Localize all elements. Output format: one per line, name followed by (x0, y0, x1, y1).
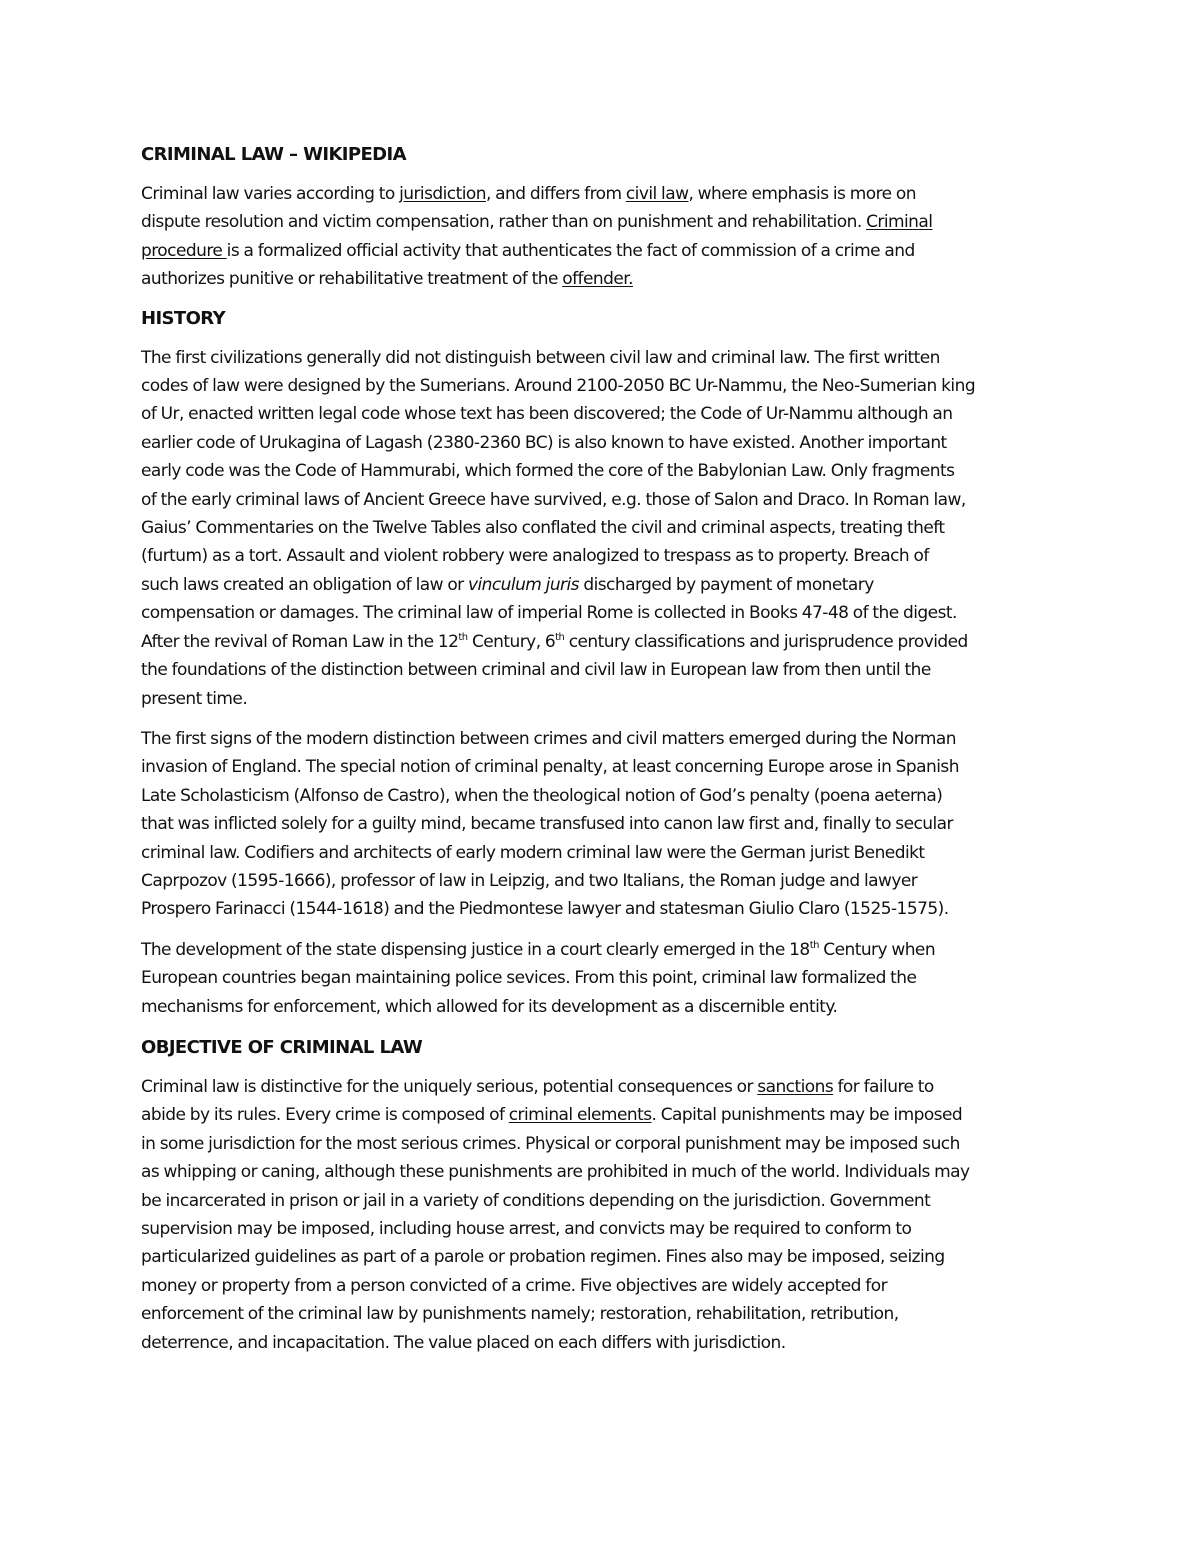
text: Century, 6 (467, 631, 556, 652)
history-paragraph-1 (141, 344, 1063, 713)
text: After the revival of Roman Law in the 12 (141, 631, 459, 652)
link-sanctions[interactable]: sanctions (757, 1076, 834, 1097)
text: such laws created an obligation of law or (141, 574, 468, 595)
text-line: that was inflicted solely for a guilty mind, became transfused into canon law first and, finally to secular (141, 814, 953, 835)
text-line: criminal law. Codifiers and architects of early modern criminal law were the German jurist Benedikt (141, 842, 925, 863)
text-line: money or property from a person convicted of a crime. Five objectives are widely accepted for (141, 1275, 888, 1296)
text: The development of the state dispensing justice in a court clearly emerged in the 18 (141, 939, 810, 960)
history-paragraph-2 (141, 725, 1063, 924)
text-line: deterrence, and incapacitation. The value placed on each differs with jurisdiction. (141, 1332, 786, 1353)
text-line: Gaius’ Commentaries on the Twelve Tables also conflated the civil and criminal aspects, treating theft (141, 518, 945, 539)
text: is a formalized official activity that authenticates the fact of commission of a crime and (226, 240, 915, 261)
text-line: present time. (141, 688, 248, 709)
objective-heading: OBJECTIVE OF CRIMINAL LAW (141, 1036, 423, 1058)
history-heading: HISTORY (141, 307, 226, 329)
document-title: CRIMINAL LAW – WIKIPEDIA (141, 144, 406, 165)
text-line: of the early criminal laws of Ancient Greece have survived, e.g. those of Salon and Draco. In Roman law, (141, 489, 966, 510)
text-line: invasion of England. The special notion of criminal penalty, at least concerning Europe arose in Spanish (141, 757, 959, 778)
text: dispute resolution and victim compensation, rather than on punishment and rehabilitation. (141, 212, 867, 233)
text-line: The first signs of the modern distinction between crimes and civil matters emerged during the Norman (141, 728, 956, 749)
text: Century when (818, 939, 936, 960)
text-line: Caprpozov (1595-1666), professor of law in Leipzig, and two Italians, the Roman judge and lawyer (141, 870, 918, 891)
document-page (141, 140, 1063, 1369)
text: Criminal law is distinctive for the uniquely serious, potential consequences or (141, 1076, 758, 1097)
text: discharged by payment of monetary (578, 574, 874, 595)
text-line: The first civilizations generally did not distinguish between civil law and criminal law. The first written (141, 347, 940, 368)
text: , and differs from (485, 184, 626, 204)
link-offender[interactable]: offender. (562, 269, 633, 290)
italic-term: vinculum juris (467, 574, 579, 595)
text: . Capital punishments may be imposed (651, 1105, 963, 1126)
text-line: European countries began maintaining police sevices. From this point, criminal law formalized the (141, 968, 917, 989)
text-line: enforcement of the criminal law by punishments namely; restoration, rehabilitation, retribution, (141, 1304, 899, 1325)
text-line: mechanisms for enforcement, which allowed for its development as a discernible entity. (141, 996, 838, 1017)
text-line: particularized guidelines as part of a parole or probation regimen. Fines also may be imposed, seizing (141, 1247, 945, 1268)
text-line: the foundations of the distinction between criminal and civil law in European law from then until the (141, 660, 931, 681)
text-line: Prospero Farinacci (1544-1618) and the Piedmontese lawyer and statesman Giulio Claro (1525-1575). (141, 899, 949, 920)
text: , where emphasis is more on (688, 184, 916, 204)
text: Criminal law varies according to (141, 184, 400, 204)
text-line: codes of law were designed by the Sumerians. Around 2100-2050 BC Ur-Nammu, the Neo-Sumerian king (141, 376, 976, 397)
text-line: as whipping or caning, although these punishments are prohibited in much of the world. Individuals may (141, 1162, 970, 1183)
text-line: early code was the Code of Hammurabi, which formed the core of the Babylonian Law. Only fragments (141, 461, 955, 482)
history-paragraph-3 (141, 936, 1063, 1021)
intro-paragraph (141, 180, 1063, 294)
text: authorizes punitive or rehabilitative treatment of the (141, 269, 563, 290)
ordinal-suffix: th (458, 631, 468, 643)
link-civil-law[interactable]: civil law (625, 184, 689, 204)
ordinal-suffix: th (809, 939, 819, 951)
ordinal-suffix: th (555, 631, 565, 643)
text: century classifications and jurisprudence provided (564, 631, 968, 652)
link-criminal-procedure-part2[interactable]: procedure (141, 240, 227, 261)
text-line: (furtum) as a tort. Assault and violent robbery were analogized to trespass as to property. Breach of (141, 546, 929, 567)
text-line: earlier code of Urukagina of Lagash (2380-2360 BC) is also known to have existed. Another important (141, 432, 947, 453)
link-criminal-procedure-part1[interactable]: Criminal (866, 212, 933, 233)
text: abide by its rules. Every crime is composed of (141, 1105, 509, 1126)
text: for failure to (833, 1076, 934, 1097)
text-line: Late Scholasticism (Alfonso de Castro), when the theological notion of God’s penalty (poena aeterna) (141, 785, 943, 806)
text-line: supervision may be imposed, including house arrest, and convicts may be required to conform to (141, 1219, 912, 1239)
text-line: of Ur, enacted written legal code whose text has been discovered; the Code of Ur-Nammu although an (141, 404, 953, 425)
text-line: be incarcerated in prison or jail in a variety of conditions depending on the jurisdiction. Government (141, 1190, 931, 1211)
text-line: in some jurisdiction for the most serious crimes. Physical or corporal punishment may be imposed such (141, 1133, 960, 1154)
text-line: compensation or damages. The criminal law of imperial Rome is collected in Books 47-48 of the digest. (141, 603, 957, 624)
link-jurisdiction[interactable]: jurisdiction (399, 184, 486, 204)
objective-paragraph (141, 1073, 1063, 1357)
link-criminal-elements[interactable]: criminal elements (508, 1105, 652, 1126)
